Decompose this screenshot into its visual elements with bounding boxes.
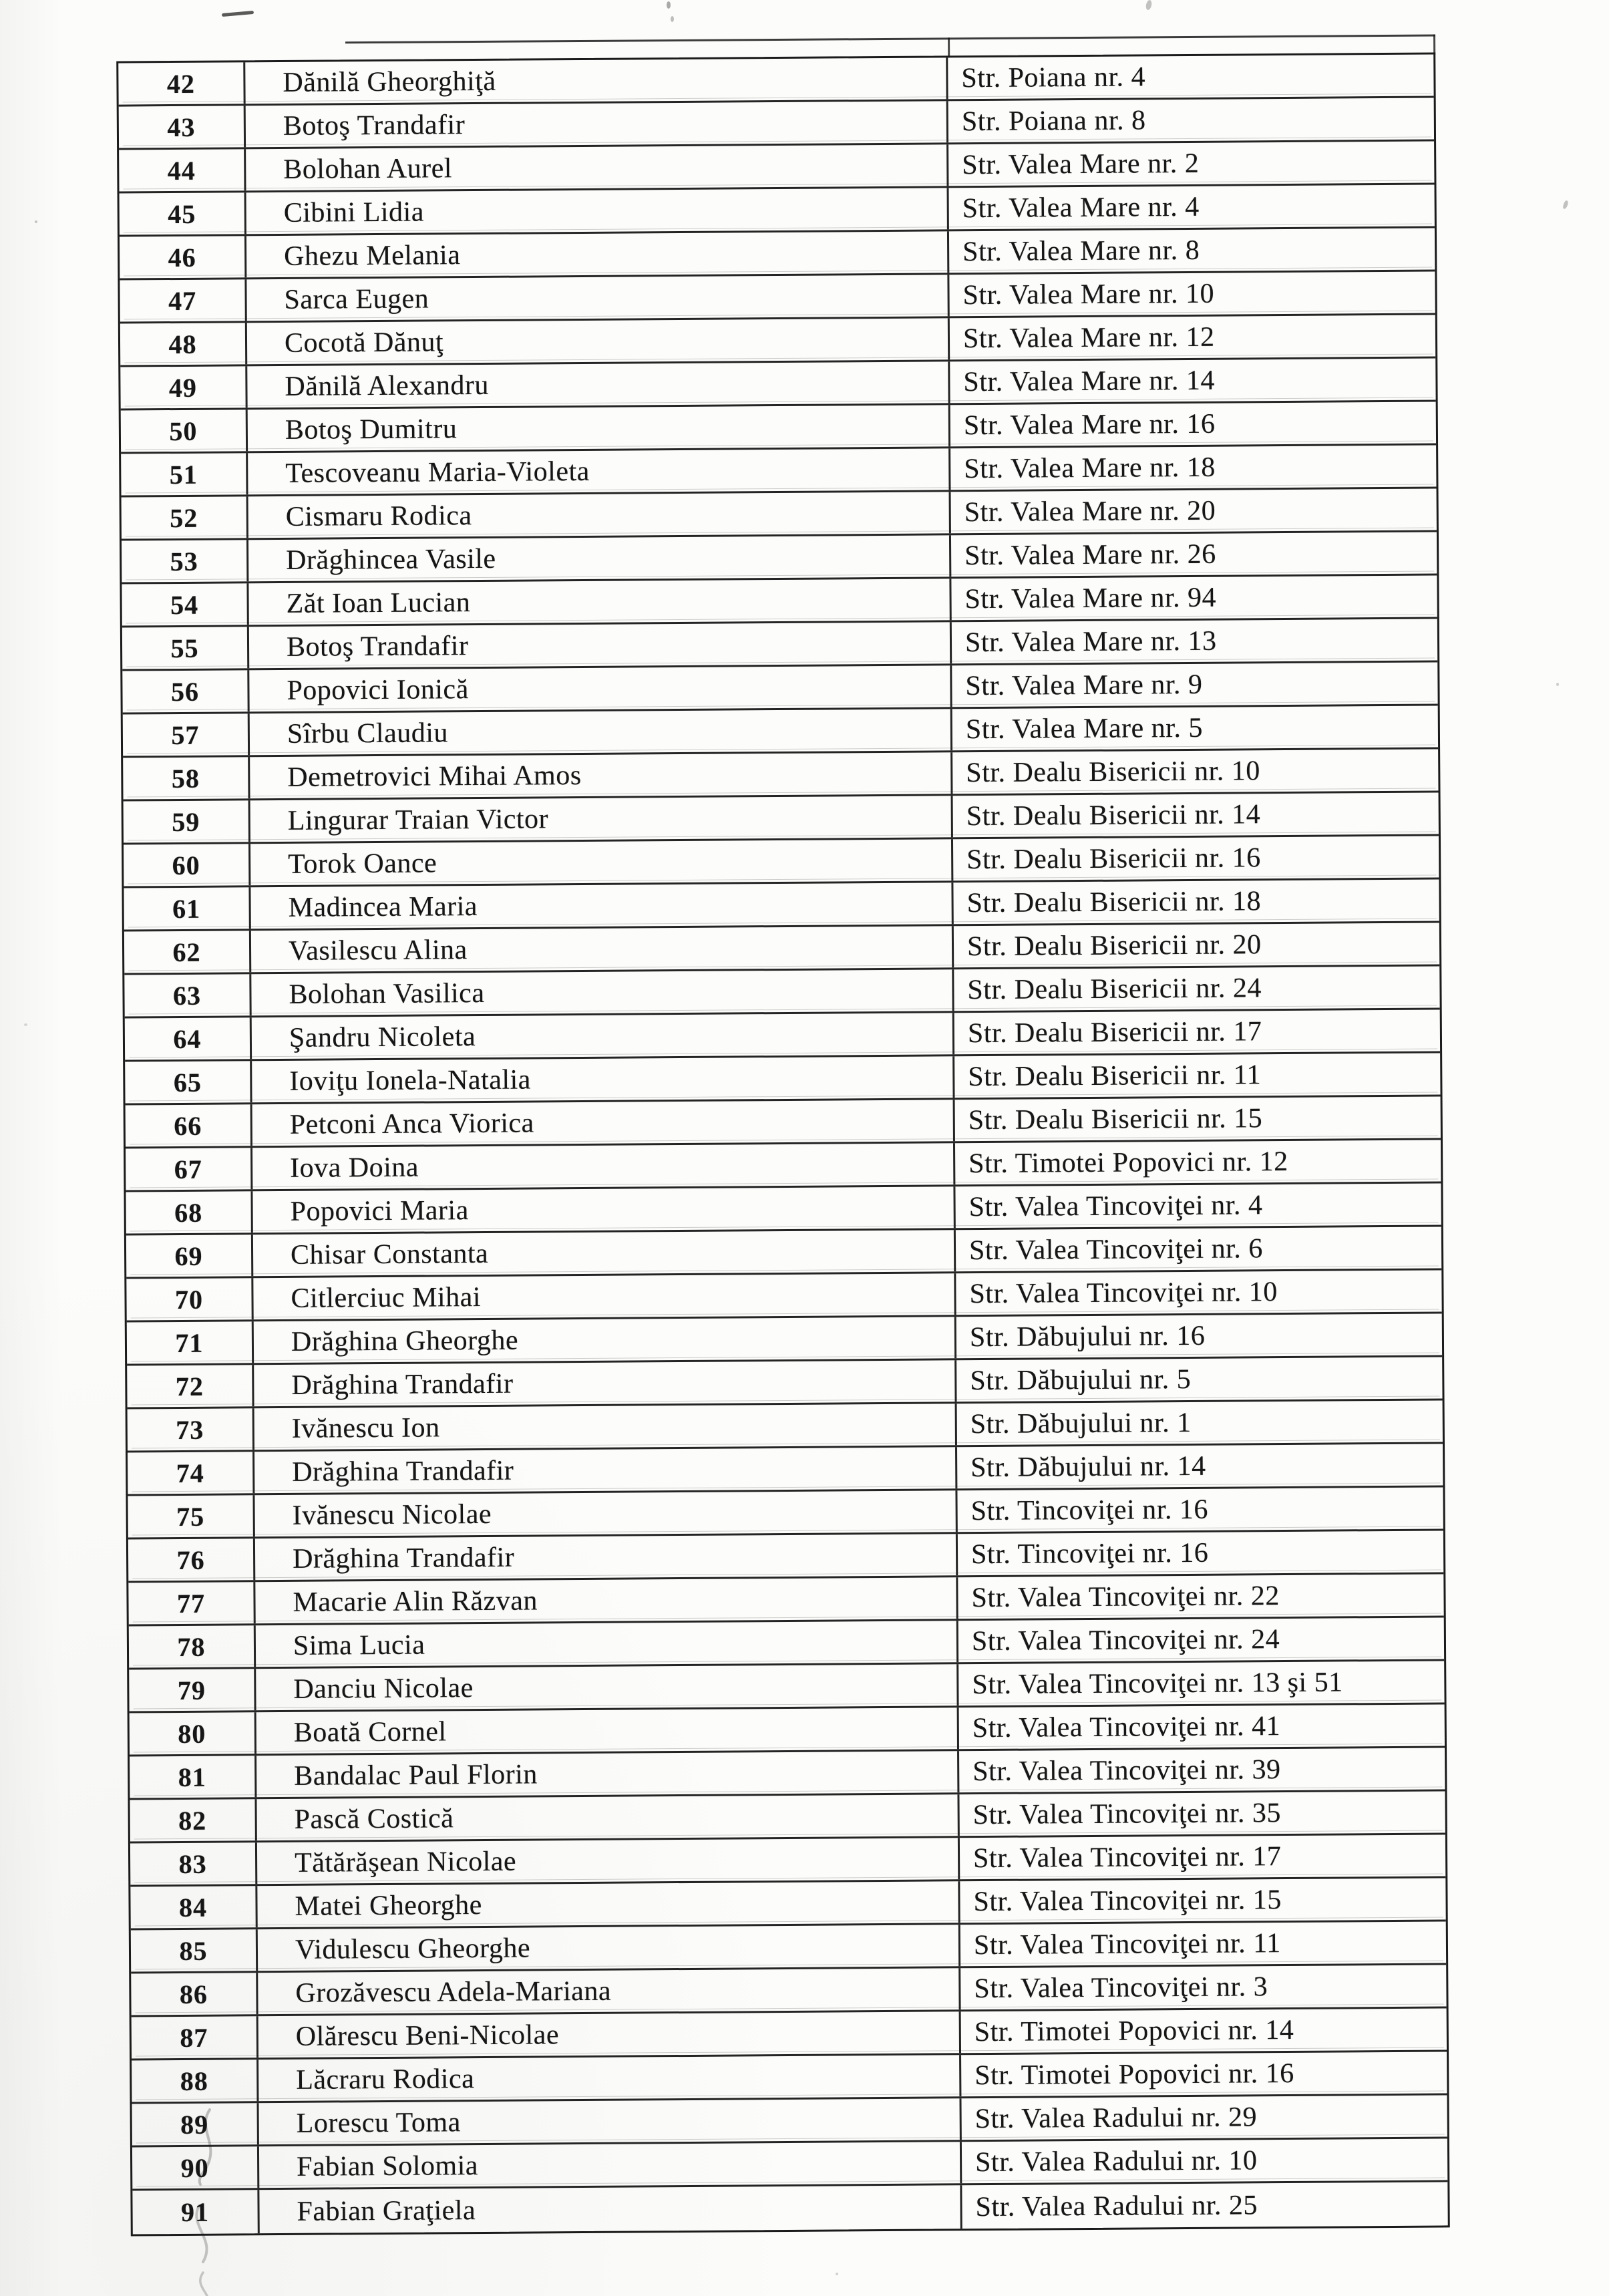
row-address-cell: Str. Valea Mare nr. 20	[964, 495, 1216, 528]
column-divider-stub	[948, 37, 950, 57]
row-number-cell: 73	[128, 1408, 254, 1450]
scan-smudge-dash	[222, 11, 254, 17]
row-number-cell: 87	[132, 2016, 258, 2058]
row-number-cell: 51	[121, 453, 248, 495]
row-number-cell: 75	[128, 1495, 254, 1537]
row-address-cell: Str. Valea Mare nr. 26	[964, 538, 1216, 572]
row-name-cell: Dănilă Gheorghiţă	[245, 57, 948, 104]
row-address-cell: Str. Tincoviţei nr. 16	[970, 1537, 1209, 1571]
row-address-cell: Str. Dealu Bisericii nr. 10	[966, 756, 1260, 789]
row-address-cell: Str. Valea Tincoviţei nr. 4	[968, 1190, 1263, 1223]
row-name-cell: Ghezu Melania	[246, 231, 949, 277]
row-number-cell: 68	[126, 1191, 252, 1233]
row-address-cell: Str. Valea Radului nr. 10	[974, 2145, 1258, 2178]
row-address-cell: Str. Dăbujului nr. 14	[970, 1450, 1206, 1484]
row-number-cell: 44	[119, 149, 246, 191]
row-name-cell: Bandalac Paul Florin	[256, 1751, 959, 1797]
row-name-cell: Vidulescu Gheorghe	[258, 1925, 960, 1971]
row-number-cell: 86	[131, 1973, 258, 2015]
row-number-cell: 62	[124, 931, 251, 973]
row-address-cell: Str. Valea Mare nr. 9	[965, 669, 1203, 702]
row-address-cell: Str. Valea Tincoviţei nr. 13 şi 51	[972, 1667, 1343, 1701]
row-name-cell: Madincea Maria	[250, 882, 953, 929]
row-number-cell: 89	[132, 2103, 259, 2145]
row-number-cell: 49	[120, 366, 247, 408]
row-number-cell: 52	[122, 496, 248, 538]
row-name-cell: Olărescu Beni-Nicolae	[258, 2011, 961, 2058]
row-address-cell: Str. Dealu Bisericii nr. 18	[966, 886, 1262, 919]
row-name-cell: Ivănescu Ion	[254, 1404, 957, 1450]
table-row	[132, 2182, 1447, 2234]
row-number-cell: 59	[124, 800, 250, 842]
row-address-cell: Str. Timotei Popovici nr. 14	[974, 2014, 1294, 2048]
row-name-cell: Citlerciuc Mihai	[253, 1273, 956, 1319]
row-name-cell: Dănilă Alexandru	[247, 361, 950, 407]
row-name-cell: Drăghina Trandafir	[255, 1534, 958, 1580]
row-address-cell: Str. Valea Mare nr. 8	[962, 234, 1200, 268]
row-number-cell: 45	[120, 192, 246, 234]
row-number-cell: 42	[118, 62, 245, 104]
row-number-cell: 81	[130, 1756, 256, 1798]
row-name-cell: Bolohan Aurel	[246, 144, 948, 190]
row-number-cell: 54	[122, 583, 248, 625]
row-address-cell: Str. Dăbujului nr. 16	[969, 1320, 1206, 1353]
row-number-cell: 74	[128, 1452, 254, 1494]
row-address-cell: Str. Valea Mare nr. 16	[963, 408, 1216, 442]
row-name-cell: Popovici Maria	[252, 1186, 955, 1233]
row-address-cell: Str. Valea Mare nr. 14	[963, 365, 1216, 398]
row-number-cell: 78	[129, 1625, 256, 1667]
row-address-cell: Str. Valea Mare nr. 12	[962, 321, 1215, 355]
row-address-cell: Str. Valea Tincoviţei nr. 11	[973, 1928, 1281, 1961]
row-name-cell: Boată Cornel	[256, 1707, 959, 1754]
row-address-cell: Str. Dealu Bisericii nr. 24	[967, 973, 1262, 1006]
row-address-cell: Str. Valea Mare nr. 13	[964, 625, 1217, 659]
row-name-cell: Drăghina Gheorghe	[254, 1317, 956, 1363]
row-number-cell: 60	[124, 844, 250, 886]
row-name-cell: Botoş Trandafir	[246, 101, 948, 147]
row-number-cell: 47	[120, 279, 246, 321]
row-name-cell: Macarie Alin Răzvan	[255, 1577, 958, 1623]
row-name-cell: Drăghina Trandafir	[254, 1447, 957, 1493]
row-name-cell: Lăcraru Rodica	[258, 2055, 961, 2101]
row-name-cell: Botoş Trandafir	[249, 622, 952, 668]
row-name-cell: Fabian Solomia	[259, 2142, 962, 2188]
row-name-cell: Drăghincea Vasile	[248, 535, 951, 581]
row-name-cell: Sîrbu Claudiu	[250, 709, 952, 755]
row-address-cell: Str. Dealu Bisericii nr. 16	[966, 842, 1261, 876]
row-name-cell: Ivănescu Nicolae	[254, 1490, 957, 1536]
row-address-cell: Str. Valea Tincoviţei nr. 35	[972, 1798, 1282, 1831]
row-name-cell: Zăt Ioan Lucian	[248, 579, 951, 625]
row-number-cell: 43	[119, 106, 246, 148]
previous-row-border-fragment	[345, 34, 1435, 43]
scan-smudge-dot	[667, 1, 671, 9]
scan-smudge-dot	[671, 16, 674, 22]
row-number-cell: 79	[129, 1669, 256, 1711]
row-address-cell: Str. Valea Mare nr. 10	[962, 278, 1215, 311]
row-address-cell: Str. Dăbujului nr. 5	[970, 1363, 1192, 1397]
row-number-cell: 65	[125, 1061, 252, 1103]
row-name-cell: Cocotă Dănuţ	[247, 318, 950, 364]
row-address-cell: Str. Dealu Bisericii nr. 11	[968, 1059, 1262, 1093]
row-name-cell: Petconi Anca Viorica	[252, 1100, 955, 1146]
row-name-cell: Popovici Ionică	[249, 665, 952, 711]
scan-speck	[1556, 683, 1559, 686]
row-address-cell: Str. Valea Tincoviţei nr. 39	[972, 1754, 1281, 1788]
row-address-cell: Str. Tincoviţei nr. 16	[970, 1494, 1209, 1527]
row-address-cell: Str. Valea Mare nr. 2	[962, 148, 1200, 181]
row-address-cell: Str. Valea Tincoviţei nr. 3	[974, 1971, 1268, 2005]
row-address-cell: Str. Dealu Bisericii nr. 15	[968, 1103, 1263, 1136]
row-address-cell: Str. Valea Mare nr. 18	[964, 452, 1216, 485]
row-name-cell: Chisar Constanta	[253, 1230, 956, 1276]
row-name-cell: Tescoveanu Maria-Violeta	[248, 448, 950, 494]
row-name-cell: Matei Gheorghe	[257, 1881, 960, 1927]
scan-speck	[35, 220, 37, 223]
row-number-cell: 91	[132, 2190, 259, 2234]
row-number-cell: 63	[124, 974, 251, 1016]
row-name-cell: Lorescu Toma	[259, 2098, 962, 2144]
row-name-cell: Danciu Nicolae	[256, 1664, 958, 1710]
row-address-cell: Str. Dealu Bisericii nr. 14	[966, 799, 1261, 832]
row-name-cell: Ioviţu Ionela-Natalia	[252, 1056, 954, 1102]
row-address-cell: Str. Dăbujului nr. 1	[970, 1407, 1192, 1440]
scan-speck	[24, 1023, 27, 1026]
row-number-cell: 46	[120, 236, 246, 278]
row-number-cell: 90	[132, 2146, 259, 2188]
row-address-cell: Str. Valea Mare nr. 4	[962, 191, 1200, 224]
row-address-cell: Str. Valea Tincoviţei nr. 6	[968, 1233, 1263, 1267]
row-name-cell: Iova Doina	[252, 1143, 955, 1189]
row-name-cell: Cismaru Rodica	[248, 492, 951, 538]
row-number-cell: 58	[123, 757, 250, 799]
row-address-cell: Str. Valea Tincoviţei nr. 41	[972, 1711, 1281, 1744]
row-number-cell: 83	[130, 1842, 257, 1884]
row-number-cell: 56	[122, 670, 249, 712]
row-number-cell: 67	[126, 1148, 252, 1190]
row-number-cell: 77	[128, 1582, 255, 1624]
row-number-cell: 70	[126, 1278, 253, 1320]
row-number-cell: 53	[122, 540, 248, 582]
row-address-cell: Str. Valea Tincoviţei nr. 22	[971, 1581, 1280, 1614]
row-name-cell: Pască Costică	[256, 1794, 959, 1840]
row-number-cell: 88	[132, 2060, 258, 2102]
row-number-cell: 57	[123, 713, 250, 756]
row-name-cell: Torok Oance	[250, 839, 953, 885]
row-address-cell: Str. Valea Tincoviţei nr. 17	[972, 1841, 1282, 1874]
row-number-cell: 80	[130, 1712, 256, 1754]
row-number-cell: 50	[121, 409, 248, 452]
row-number-cell: 61	[124, 887, 250, 929]
row-name-cell: Lingurar Traian Victor	[250, 796, 953, 842]
row-address-cell: Str. Valea Tincoviţei nr. 10	[969, 1277, 1278, 1310]
row-name-cell: Botoş Dumitru	[248, 405, 950, 451]
scan-smudge-dot	[1145, 0, 1153, 11]
row-number-cell: 55	[122, 627, 249, 669]
row-name-cell: Fabian Graţiela	[259, 2185, 962, 2233]
row-number-cell: 76	[128, 1538, 255, 1581]
row-name-cell: Tătărăşean Nicolae	[257, 1838, 960, 1884]
row-number-cell: 71	[127, 1321, 254, 1363]
row-address-cell: Str. Dealu Bisericii nr. 17	[967, 1016, 1262, 1049]
row-name-cell: Sarca Eugen	[246, 275, 949, 321]
row-name-cell: Şandru Nicoleta	[252, 1013, 954, 1059]
row-number-cell: 64	[125, 1017, 252, 1059]
row-number-cell: 84	[130, 1886, 257, 1928]
row-number-cell: 72	[127, 1365, 254, 1407]
row-address-cell: Str. Valea Mare nr. 5	[965, 712, 1204, 746]
row-name-cell: Cibini Lidia	[246, 188, 949, 234]
row-number-cell: 48	[120, 323, 247, 365]
row-name-cell: Drăghina Trandafir	[254, 1360, 956, 1406]
resident-register-table	[116, 52, 1450, 2236]
row-address-cell: Str. Valea Tincoviţei nr. 15	[973, 1884, 1282, 1918]
row-address-cell: Str. Poiana nr. 4	[961, 61, 1146, 94]
scan-speck	[836, 2273, 838, 2275]
row-address-cell: Str. Timotei Popovici nr. 16	[974, 2058, 1294, 2092]
row-address-cell: Str. Valea Radului nr. 25	[975, 2189, 1258, 2223]
row-address-cell: Str. Poiana nr. 8	[961, 105, 1146, 138]
row-address-cell: Str. Dealu Bisericii nr. 20	[966, 929, 1262, 963]
row-number-cell: 66	[126, 1104, 252, 1146]
row-address-cell: Str. Valea Tincoviţei nr. 24	[971, 1624, 1280, 1657]
row-address-cell: Str. Valea Radului nr. 29	[974, 2102, 1258, 2135]
row-number-cell: 82	[130, 1799, 256, 1841]
table-body	[118, 55, 1448, 2235]
row-name-cell: Sima Lucia	[256, 1621, 958, 1667]
row-name-cell: Vasilescu Alina	[251, 926, 954, 972]
row-number-cell: 85	[131, 1929, 258, 1971]
row-address-cell: Str. Valea Mare nr. 94	[964, 582, 1217, 615]
scan-smudge-dot	[1562, 200, 1569, 209]
row-address-cell: Str. Timotei Popovici nr. 12	[968, 1146, 1288, 1180]
row-number-cell: 69	[126, 1235, 253, 1277]
row-name-cell: Grozăvescu Adela-Mariana	[258, 1968, 960, 2014]
row-name-cell: Bolohan Vasilica	[251, 969, 954, 1015]
table-right-border-stub	[1433, 34, 1435, 54]
row-name-cell: Demetrovici Mihai Amos	[250, 752, 952, 798]
